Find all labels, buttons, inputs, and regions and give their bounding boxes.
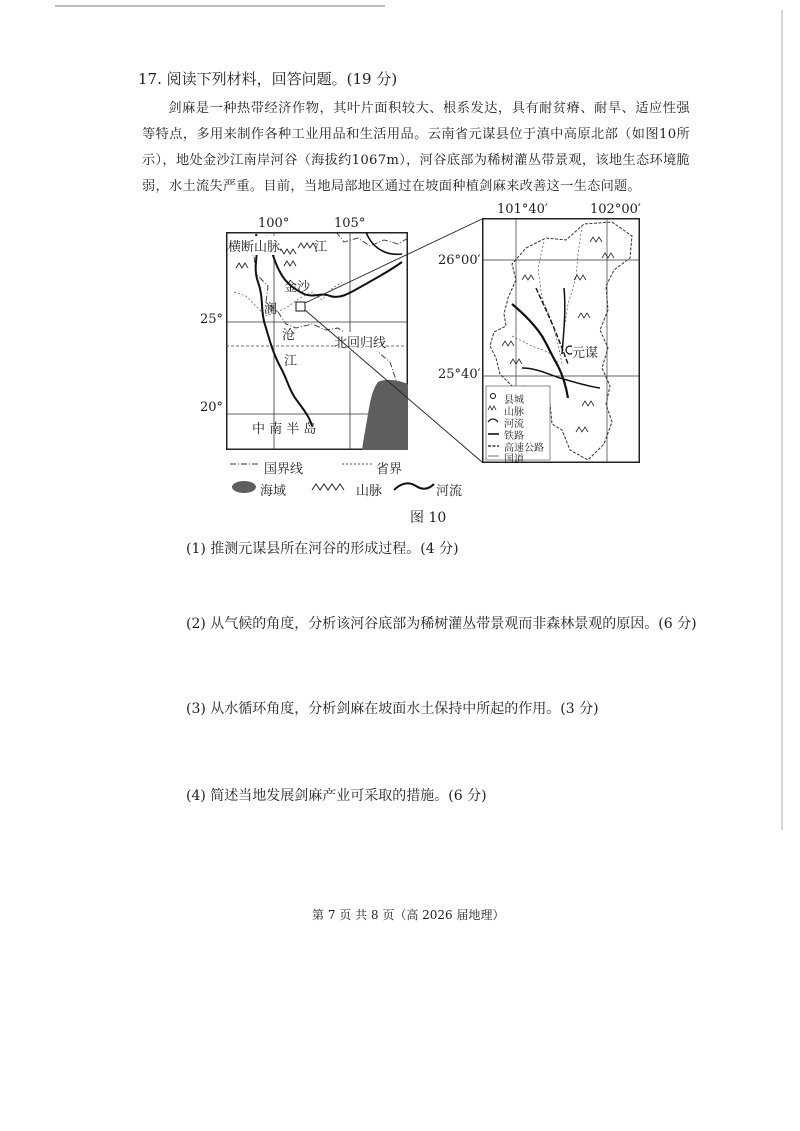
map-label-cang: 沧 bbox=[282, 328, 296, 343]
legend-mountain: 山脉 bbox=[356, 484, 383, 499]
lat-label: 25°40′ bbox=[438, 367, 481, 382]
mountain-symbol bbox=[312, 484, 344, 490]
sub-question: (2) 从气候的角度，分析该河谷底部为稀树灌丛带景观而非森林景观的原因。(6 分) bbox=[186, 616, 697, 632]
legend-sea: 海域 bbox=[260, 484, 287, 499]
map-label-hengduan: 横断山脉 bbox=[228, 236, 280, 255]
legend-item: 河流 bbox=[504, 419, 524, 430]
lat-label: 20° bbox=[200, 400, 224, 415]
lon-label: 100° bbox=[258, 216, 290, 231]
map-label-tropic: 北回归线 bbox=[334, 332, 386, 351]
lon-label: 102°00′ bbox=[590, 202, 641, 217]
material-line: 环境脆弱，水土流失严重。目前，当地局部地区通过在坡面种植剑麻来改善这一生态问题。 bbox=[142, 153, 690, 194]
map-label-jinsha: 金沙 bbox=[284, 280, 311, 295]
map-label-jiang2: 江 bbox=[284, 354, 298, 369]
sub-question: (3) 从水循环角度，分析剑麻在坡面水土保持中所起的作用。(3 分) bbox=[186, 701, 599, 717]
legend-river: 河流 bbox=[436, 484, 463, 499]
map-label-peninsula: 中 南 半 岛 bbox=[252, 422, 317, 437]
lat-label: 26°00′ bbox=[438, 253, 481, 268]
page-footer: 第 7 页 共 8 页（高 2026 届地理） bbox=[312, 908, 505, 922]
legend-province-border: 省界 bbox=[376, 462, 403, 477]
sub-question: (1) 推测元谋县所在河谷的形成过程。(4 分) bbox=[186, 541, 459, 557]
material-line: 强等特点，多用来制作各种工业用品和生活用品。云南省元谋县位于滇中高原北部（如图 bbox=[142, 101, 690, 142]
legend-national-border: 国界线 bbox=[264, 462, 304, 477]
map-label-lan: 澜 bbox=[264, 302, 278, 317]
question-title: 17. 阅读下列材料，回答问题。(19 分) bbox=[138, 70, 398, 88]
legend-item: 县城 bbox=[504, 395, 524, 406]
map-label-yuanmou: 元谋 bbox=[572, 342, 598, 361]
sub-question: (4) 简述当地发展剑麻产业可采取的措施。(6 分) bbox=[186, 788, 487, 804]
lon-label: 101°40′ bbox=[497, 202, 548, 217]
figure-caption: 图 10 bbox=[410, 510, 447, 526]
map-label-jiang: 江 bbox=[314, 240, 328, 255]
detail-map bbox=[482, 218, 640, 463]
lon-label: 105° bbox=[334, 216, 366, 231]
legend-item: 国道 bbox=[504, 454, 524, 465]
river-symbol bbox=[394, 483, 434, 490]
material-line: 剑麻是一种热带经济作物，其叶片面积较大、根系发达，具有耐贫瘠、耐旱、适应性 bbox=[168, 101, 677, 116]
legend-item: 铁路 bbox=[504, 431, 524, 442]
legend-item: 山脉 bbox=[504, 407, 524, 418]
lat-label: 25° bbox=[200, 312, 224, 327]
material-line: 10所示），地处金沙江南岸河谷（海拔约1067m），河谷底部为稀树灌丛带景观，该地生态 bbox=[142, 127, 690, 168]
sea-symbol bbox=[232, 481, 256, 493]
legend-item: 高速公路 bbox=[504, 443, 544, 454]
